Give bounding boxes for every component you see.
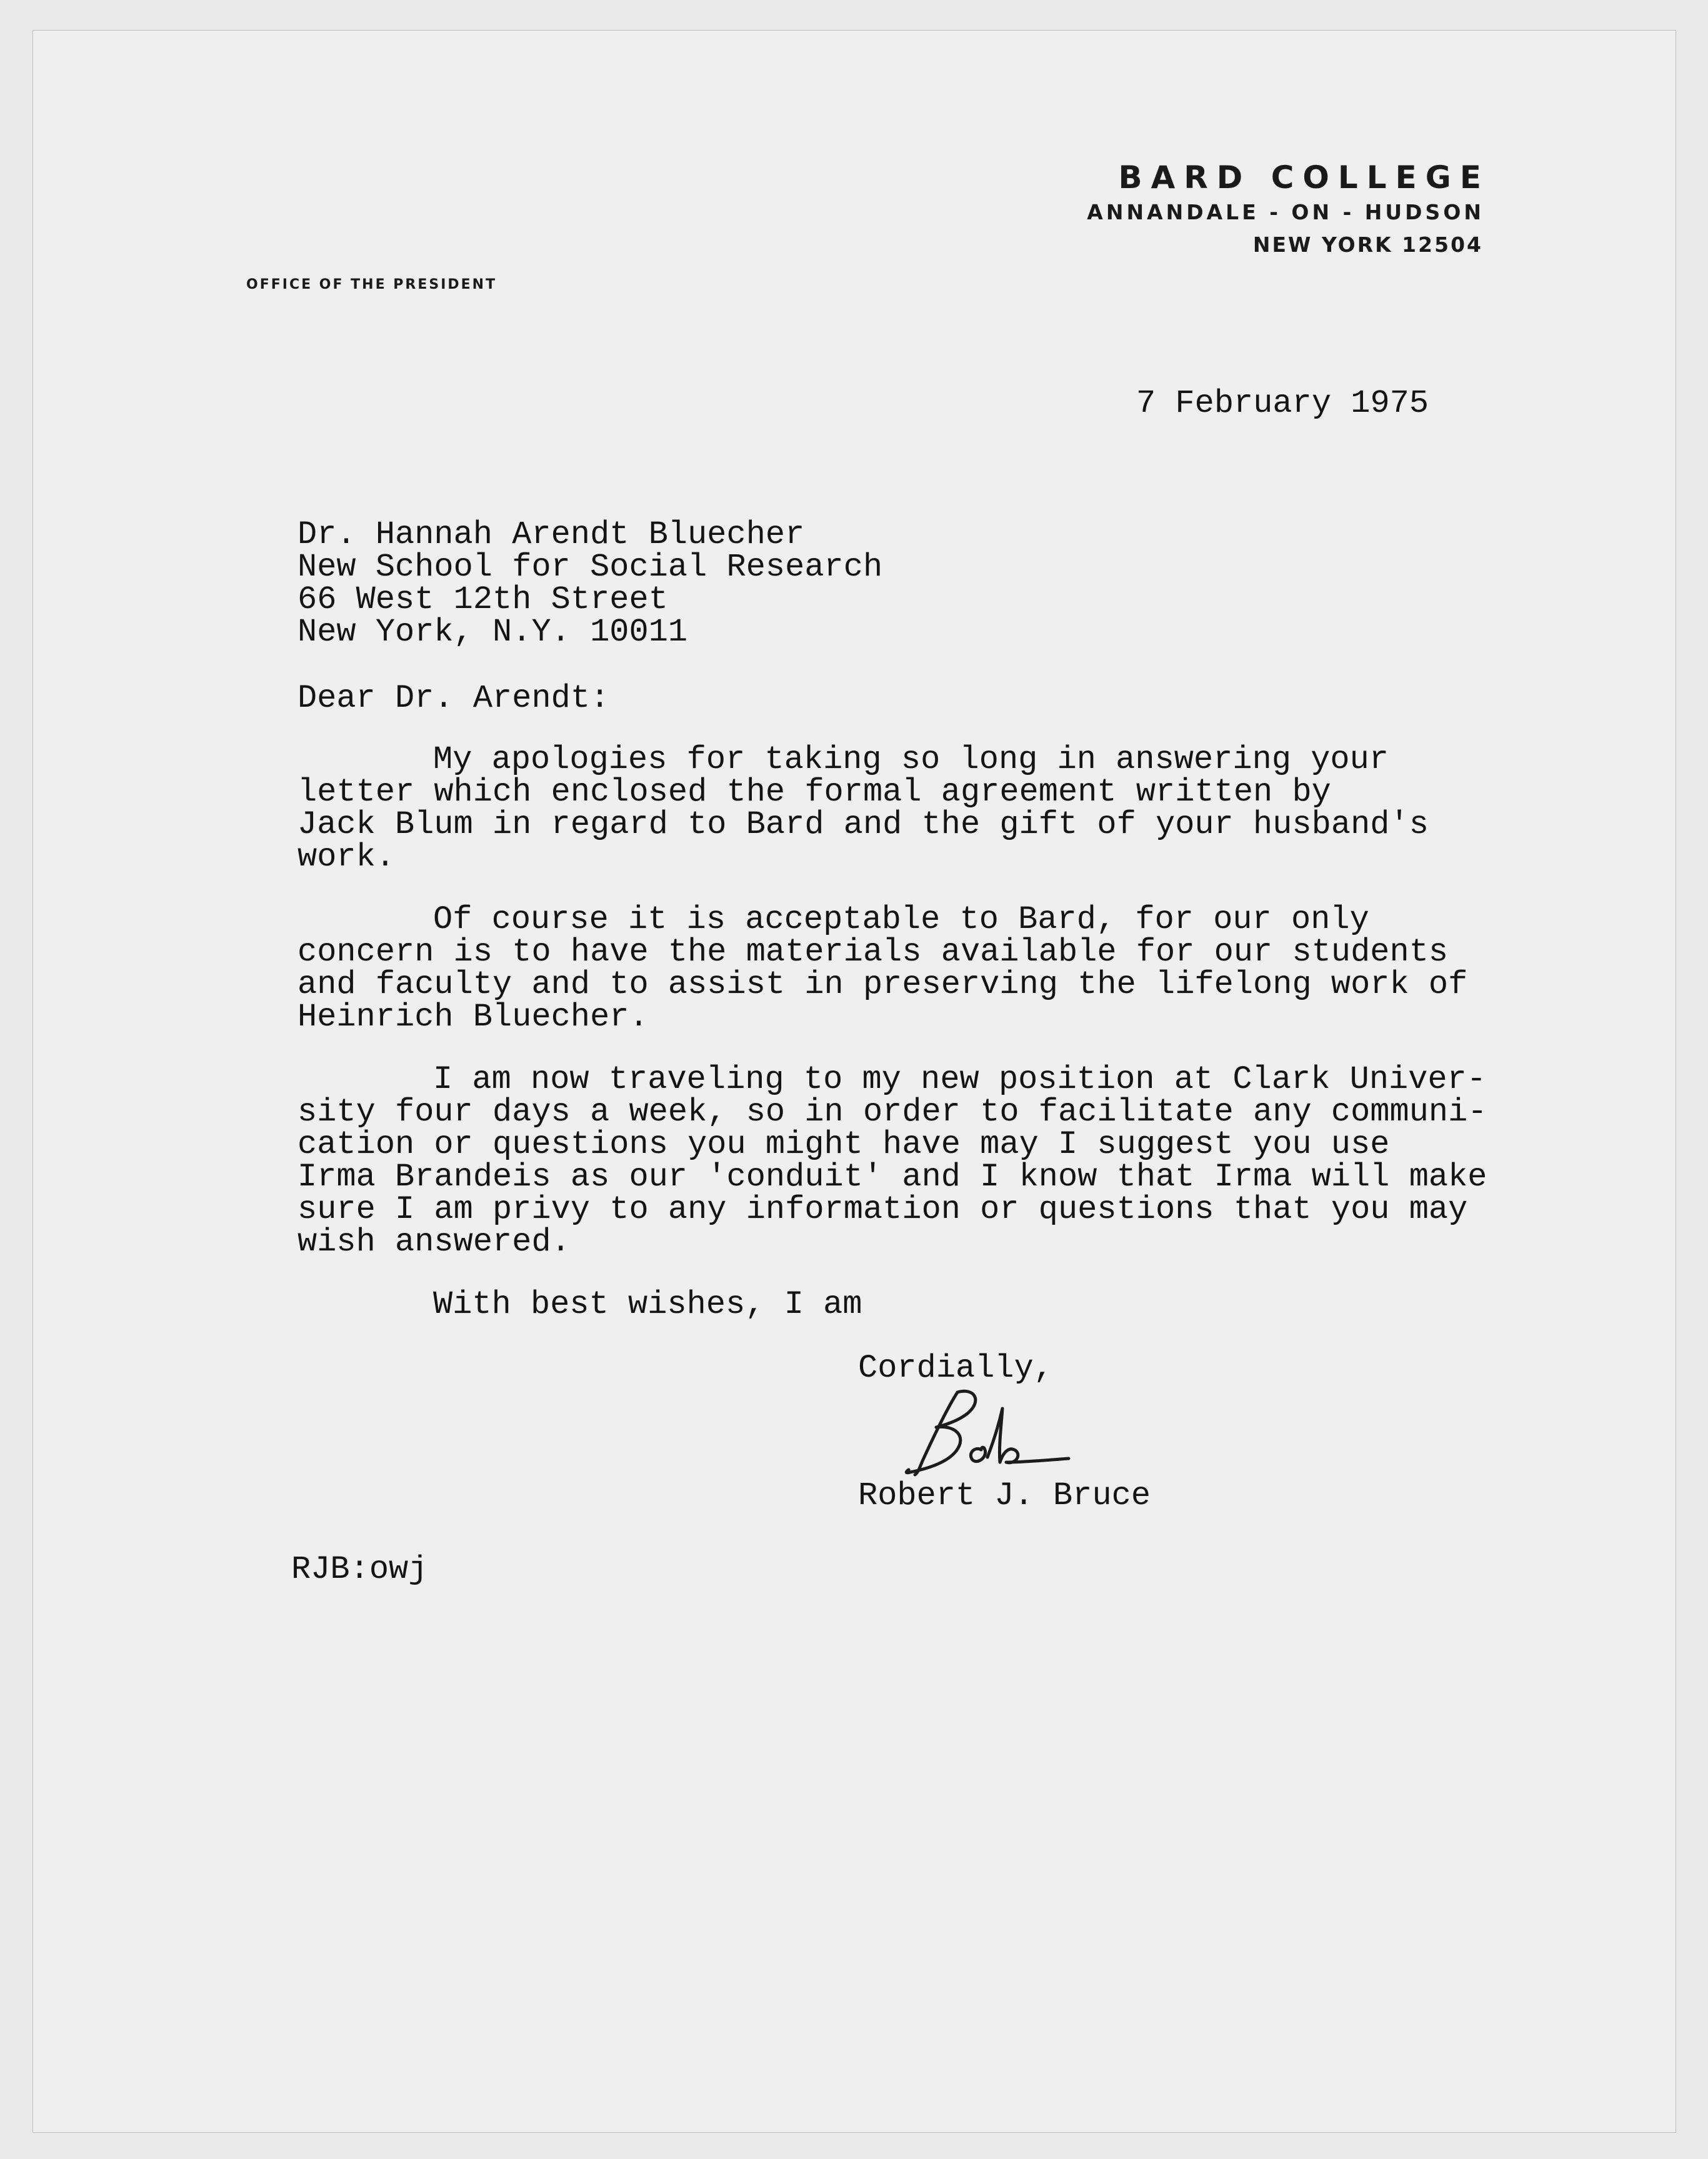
paragraph-2-line: Of course it is acceptable to Bard, for our only	[433, 901, 1369, 938]
signer-name: Robert J. Bruce	[858, 1477, 1151, 1514]
signature-icon	[887, 1381, 1075, 1481]
paragraph-1-line: work.	[297, 839, 396, 875]
complimentary-close: Cordially,	[858, 1350, 1054, 1387]
recipient-name: Dr. Hannah Arendt Bluecher	[297, 516, 805, 553]
paragraph-2-line: concern is to have the materials available for our students	[297, 934, 1449, 970]
closing-line: With best wishes, I am	[433, 1286, 862, 1323]
paragraph-3-line: I am now traveling to my new position at Clark Univer-	[433, 1061, 1487, 1098]
recipient-city: New York, N.Y. 10011	[297, 614, 688, 651]
paragraph-3-line: sure I am privy to any information or questions that you may	[297, 1191, 1468, 1228]
letterhead-address-line2: NEW YORK 12504	[1252, 232, 1483, 257]
paragraph-1-line: Jack Blum in regard to Bard and the gift of your husband's	[297, 806, 1429, 843]
paragraph-2-line: Heinrich Bluecher.	[297, 999, 649, 1035]
paragraph-3-line: sity four days a week, so in order to facilitate any communi-	[297, 1094, 1487, 1130]
letterhead-name: BARD COLLEGE	[1118, 159, 1490, 196]
letter-date: 7 February 1975	[1136, 385, 1429, 422]
paragraph-1-line: letter which enclosed the formal agreement written by	[297, 774, 1331, 810]
paragraph-3-line: Irma Brandeis as our 'conduit' and I know that Irma will make	[297, 1159, 1487, 1195]
letterhead-address-line1: ANNANDALE - ON - HUDSON	[1087, 200, 1484, 224]
paragraph-2-line: and faculty and to assist in preserving the lifelong work of	[297, 966, 1468, 1003]
reference-initials: RJB:owj	[291, 1551, 428, 1588]
office-of-president-label: OFFICE OF THE PRESIDENT	[246, 277, 497, 292]
paragraph-1-line: My apologies for taking so long in answering your	[433, 741, 1389, 778]
paragraph-3-line: wish answered.	[297, 1224, 571, 1260]
salutation: Dear Dr. Arendt:	[297, 680, 610, 717]
paragraph-3-line: cation or questions you might have may I suggest you use	[297, 1126, 1390, 1163]
recipient-street: 66 West 12th Street	[297, 581, 668, 618]
recipient-institution: New School for Social Research	[297, 549, 883, 586]
